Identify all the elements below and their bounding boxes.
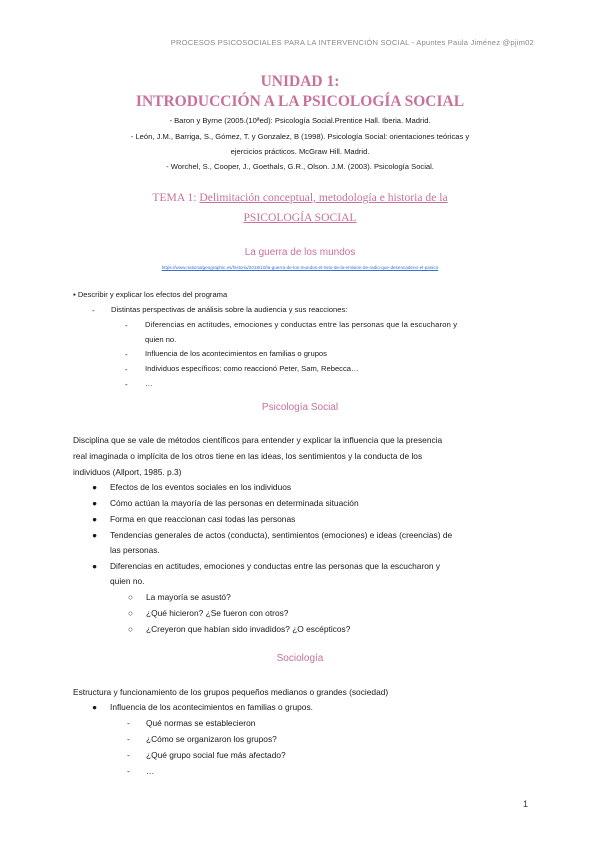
section-title-sociologia: Sociología <box>276 653 324 664</box>
reference-3: - Worchel, S., Cooper, J., Goethals, G.R., Olson. J.M. (2003). Psicología Social. <box>166 162 434 171</box>
dash-icon: - <box>127 734 130 744</box>
sub-list-item: ¿Qué hicieron? ¿Se fueron con otros? <box>146 608 289 618</box>
sub-list-item: … <box>146 766 155 776</box>
reference-1: - Baron y Byrne (2005.(10ªed): Psicología Social.Prentice Hall. Iberia. Madrid. <box>169 116 431 125</box>
dash-icon: - <box>125 321 128 330</box>
list-item-cont: quien no. <box>145 335 177 344</box>
list-item: Forma en que reaccionan casi todas las personas <box>110 514 296 524</box>
perspectives-item: Distintas perspectivas de análisis sobre la audiencia y sus reacciones: <box>111 305 348 314</box>
list-item: Diferencias en actitudes, emociones y conductas entre las personas que la escucharon y <box>110 561 441 571</box>
section-title-psicologia: Psicología Social <box>261 402 339 413</box>
tema-title-subject: PSICOLOGÍA SOCIAL <box>243 211 357 224</box>
sociology-paragraph: Estructura y funcionamiento de los grupos pequeños medianos o grandes (sociedad) <box>73 687 389 697</box>
sub-list-item: ¿Creyeron que habían sido invadidos? ¿O escépticos? <box>146 624 351 634</box>
list-item: Cómo actúan la mayoría de las personas en determinada situación <box>110 498 359 508</box>
dash-icon: - <box>125 380 128 389</box>
list-item-cont: quien no. <box>110 576 145 586</box>
sub-list-item: ¿Cómo se organizaron los grupos? <box>146 734 277 744</box>
definition-line: individuos (Allport, 1985. p.3) <box>73 467 182 477</box>
bullet-dot-icon: ● <box>92 702 98 712</box>
list-item: Individuos específicos: como reaccionó Peter, Sam, Rebecca… <box>145 364 359 373</box>
describe-bullet-text: Describir y explicar los efectos del programa <box>77 290 228 299</box>
reference-2: - León, J.M., Barriga, S., Gómez, T. y Gonzalez, B (1998). Psicología Social: orientaciones teóricas y <box>130 132 470 141</box>
source-link[interactable]: https://www.nationalgeographic.es/historia/2018/10/la-guerra-de-los-mundos-el-mito-de-la-emision-de-radio-que-desencadeno-el-panico <box>161 265 439 270</box>
tema-title-line2 <box>0 208 600 228</box>
dash-icon: - <box>125 350 128 359</box>
list-item: … <box>145 379 153 388</box>
definition-line: Disciplina que se vale de métodos científicos para entender y explicar la influencia que la presencia <box>73 435 443 445</box>
tema-title-line1 <box>0 188 600 208</box>
bullet-dot-icon: ● <box>92 498 98 508</box>
list-item-cont: las personas. <box>110 545 160 555</box>
page-number: 1 <box>522 799 528 809</box>
square-bullet-icon: ▪ <box>73 290 78 299</box>
list-item: Influencia de los acontecimientos en familias o grupos. <box>110 702 313 712</box>
reference-2-cont: ejercicios prácticos. McGraw Hill. Madrid. <box>230 147 370 156</box>
bullet-dot-icon: ● <box>92 561 98 571</box>
dash-icon: - <box>92 306 95 315</box>
dash-icon: - <box>127 766 130 776</box>
circle-bullet-icon: ○ <box>128 608 134 618</box>
bullet-dot-icon: ● <box>92 514 98 524</box>
tema-prefix: TEMA 1: <box>152 191 200 204</box>
bullet-dot-icon: ● <box>92 530 98 540</box>
section-title-guerra: La guerra de los mundos <box>244 247 356 258</box>
list-item: Tendencias generales de actos (conducta), sentimientos (emociones) e ideas (creencias) de <box>110 530 453 540</box>
list-item: Diferencias en actitudes, emociones y conductas entre las personas que la escucharon y <box>145 320 458 329</box>
dash-icon: - <box>125 365 128 374</box>
unit-title: UNIDAD 1: <box>260 73 340 90</box>
unit-subtitle: INTRODUCCIÓN A LA PSICOLOGÍA SOCIAL <box>135 93 465 110</box>
tema-title-text: Delimitación conceptual, metodología e historia de la <box>199 191 448 204</box>
dash-icon: - <box>127 750 130 760</box>
describe-bullet <box>73 288 227 302</box>
circle-bullet-icon: ○ <box>128 624 134 634</box>
bullet-dot-icon: ● <box>92 482 98 492</box>
dash-icon: - <box>127 718 130 728</box>
list-item: Influencia de los acontecimientos en familias o grupos <box>145 349 327 358</box>
sub-list-item: ¿Qué grupo social fue más afectado? <box>146 750 286 760</box>
definition-line: real imaginada o implícita de los otros tiene en las ideas, los sentimientos y la conducta de los <box>73 451 423 461</box>
sub-list-item: Qué normas se establecieron <box>146 718 256 728</box>
running-header: PROCESOS PSICOSOCIALES PARA LA INTERVENCIÓN SOCIAL - Apuntes Paula Jiménez @pjim02 <box>170 38 534 47</box>
sub-list-item: La mayoría se asustó? <box>146 592 231 602</box>
circle-bullet-icon: ○ <box>128 592 134 602</box>
list-item: Efectos de los eventos sociales en los individuos <box>110 482 292 492</box>
